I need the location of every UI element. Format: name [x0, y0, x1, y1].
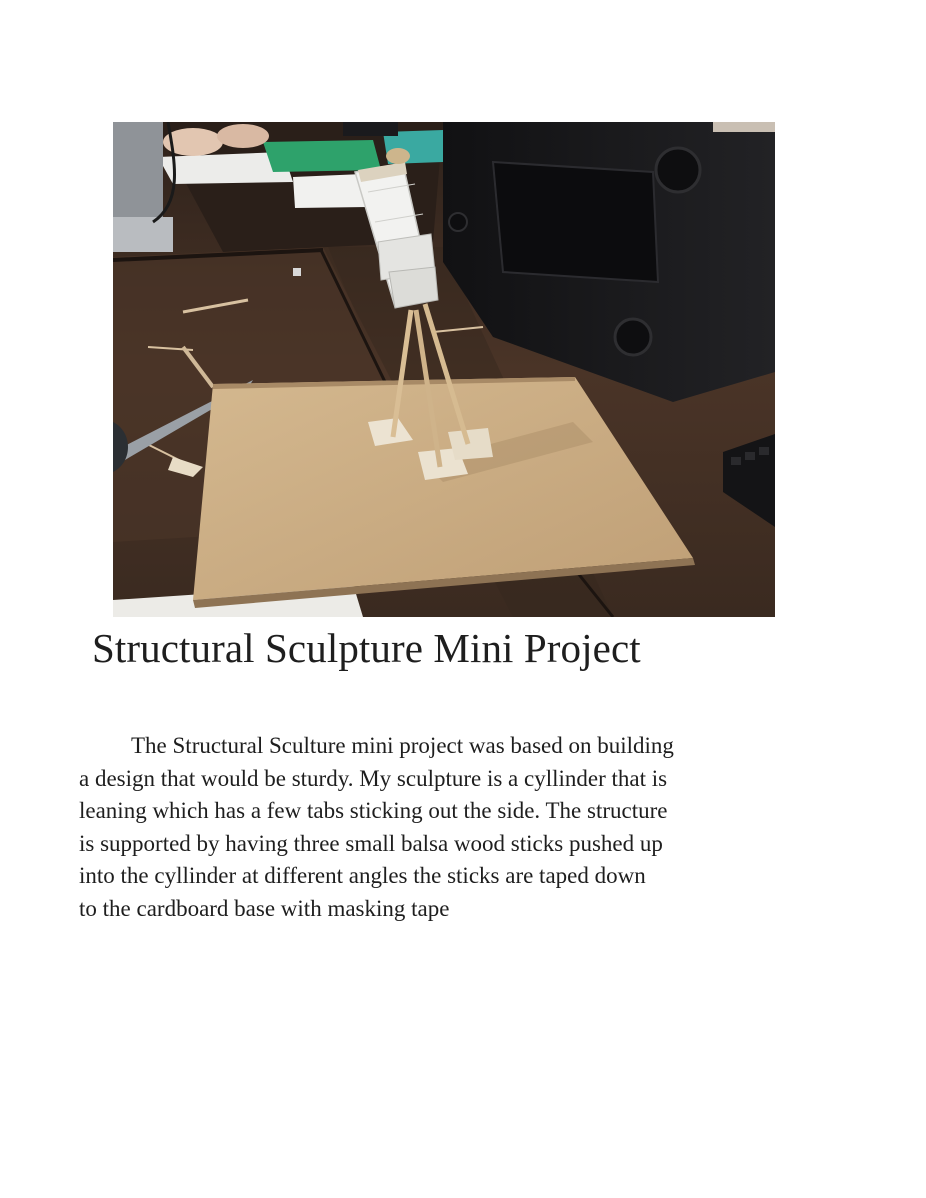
description-paragraph — [79, 730, 799, 926]
paragraph-line: leaning which has a few tabs sticking out the side. The structure — [79, 798, 668, 824]
paragraph-line: into the cyllinder at different angles the sticks are taped down — [79, 863, 646, 889]
paragraph-line: a design that would be sturdy. My sculpture is a cyllinder that is — [79, 765, 668, 791]
paragraph-line: The Structural Sculture mini project was based on building — [131, 733, 674, 758]
page-title: Structural Sculpture Mini Project — [92, 625, 641, 671]
paragraph-line: is supported by having three small balsa wood sticks pushed up — [79, 830, 663, 856]
sculpture-photo — [113, 122, 775, 617]
paragraph-line: to the cardboard base with masking tape — [79, 895, 450, 921]
